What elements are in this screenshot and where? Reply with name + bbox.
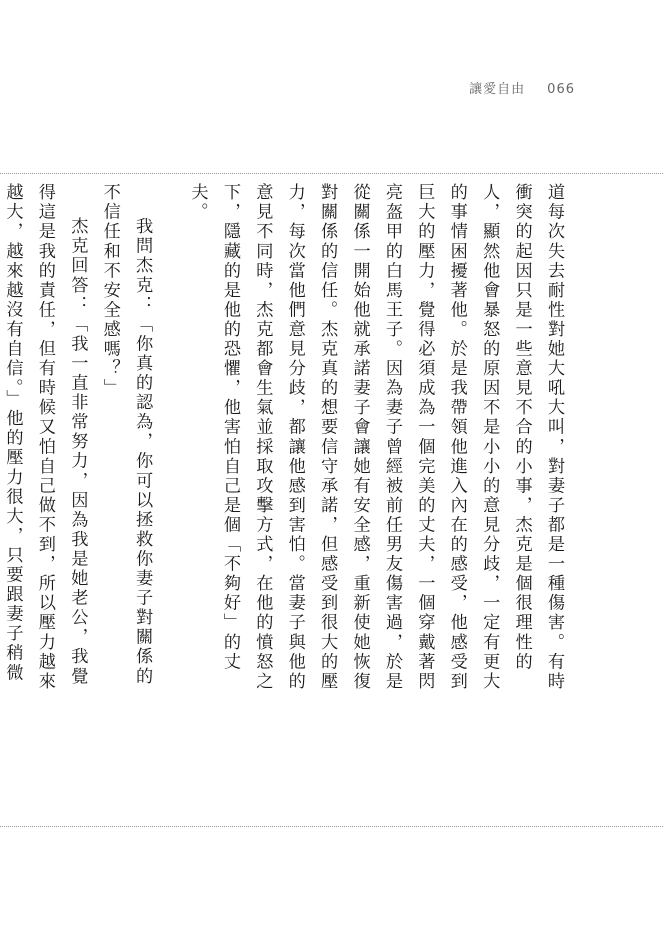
- paragraph-1: 道每次失去耐性對她大吼大叫，對妻子都是一種傷害。有時衝突的起因只是一些意見不合的小事，杰克是個很理性的人，顯然他會暴怒的原因不是小小的意見分歧，一定有更大的事情困擾著他。於是我帶領他進入內在的感受，他感受到巨大的壓力，覺得必須成為一個完美的丈夫，一個穿戴著閃亮盔甲的白馬王子。因為妻子曾經被前任男友傷害過，於是從關係一開始他就承諾妻子會讓她有安全感，重新使她恢復對關係的信任。杰克真的想要信守承諾，但感受到很大的壓力，每次當他們意見分歧，都讓他感到害怕。當妻子與他的意見不同時，杰克都會生氣並採取攻擊方式，在他的憤怒之下，隱藏的是他的恐懼，他害怕自己是個「不夠好」的丈夫。: [187, 183, 564, 692]
- page-number: 066: [547, 82, 575, 97]
- paragraph-3: 杰克回答：「我一直非常努力，因為我是她老公，我覺得這是我的責任，但有時候又怕自己做不到，所以壓力越來越大，越來越沒有自信。」他的壓力很大，只要跟妻子稍微: [2, 183, 88, 692]
- book-title: 讓愛自由: [469, 82, 526, 97]
- bottom-dotted-divider: [0, 826, 663, 827]
- vertical-text-body: [0, 183, 570, 698]
- top-dotted-divider: [0, 173, 663, 174]
- paragraph-2: 我問杰克：「你真的認為，你可以拯救你妻子對關係的不信任和不安全感嗎？」: [99, 183, 153, 687]
- page-header: [469, 78, 575, 97]
